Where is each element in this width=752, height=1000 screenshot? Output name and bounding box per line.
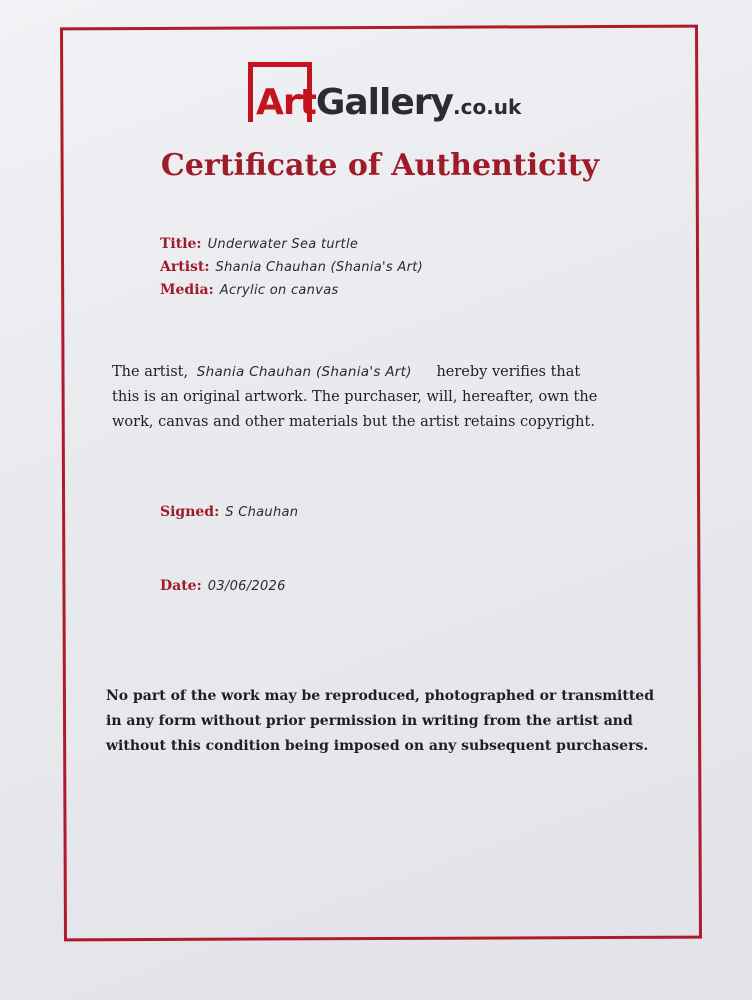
notice-line-2: in any form without prior permission in writing from the artist and [106, 713, 633, 729]
artwork-details [160, 236, 423, 305]
logo-wordmark [256, 82, 521, 123]
logo-gallery: Gallery [315, 82, 453, 123]
date-field [160, 578, 286, 594]
notice-line-3: without this condition being imposed on any subsequent purchasers. [106, 738, 649, 754]
certificate-title: Certificate of Authenticity [160, 148, 600, 183]
logo-art: Art [256, 82, 316, 123]
field-media [160, 282, 423, 305]
media-label: Media: [160, 282, 214, 298]
signature-field [160, 504, 298, 520]
copyright-notice [106, 684, 654, 759]
verification-suffix: hereby verifies that [436, 364, 581, 380]
signed-label: Signed: [160, 504, 220, 520]
date-label: Date: [160, 578, 202, 594]
title-value: Underwater Sea turtle [207, 237, 359, 252]
artist-value: Shania Chauhan (Shania's Art) [215, 260, 423, 275]
date-value: 03/06/2026 [207, 579, 286, 594]
verification-prefix: The artist, [112, 364, 189, 380]
verification-artist-name: Shania Chauhan (Shania's Art) [196, 364, 412, 380]
field-title [160, 236, 423, 259]
verification-line-3: work, canvas and other materials but the artist retains copyright. [112, 414, 595, 430]
media-value: Acrylic on canvas [219, 283, 339, 298]
verification-paragraph [112, 360, 597, 435]
artist-label: Artist: [160, 259, 210, 275]
notice-line-1: No part of the work may be reproduced, photographed or transmitted [106, 688, 654, 704]
verification-line-1 [112, 360, 597, 385]
art-gallery-logo [248, 62, 568, 132]
logo-domain: .co.uk [453, 95, 522, 119]
title-label: Title: [160, 236, 202, 252]
verification-line-2: this is an original artwork. The purchaser, will, hereafter, own the [112, 389, 598, 405]
signature-value: S Chauhan [225, 505, 299, 520]
field-artist [160, 259, 423, 282]
